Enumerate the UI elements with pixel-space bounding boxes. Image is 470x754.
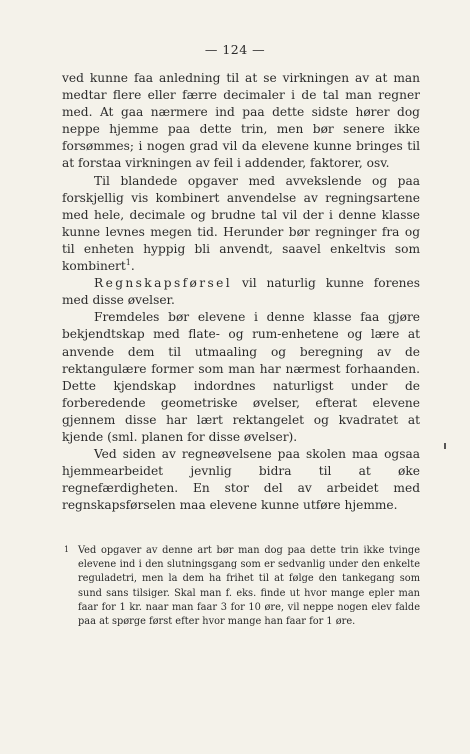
- paragraph-end-punct: .: [130, 259, 135, 274]
- paragraph-mixed-problems-text: Til blandede opgaver med avvekslende og paa forskjellig vis kombinert anvendelse av regningsartene med hele, decimale og brudne tal vil der i denne klasse kunne levnes megen tid. Herunder bør regninger fra og til enheten hyppig bli anvendt, saavel enkeltvis som kombinert: [62, 173, 420, 274]
- paragraph-mixed-problems: [62, 173, 420, 276]
- margin-mark: [444, 443, 446, 449]
- body-text: [62, 70, 420, 514]
- spaced-heading-word: Regnskapsførsel: [94, 276, 233, 291]
- paragraph-geometry: Fremdeles bør elevene i denne klasse faa gjøre bekjendtskap med flate- og rum-enhetene og lære at anvende dem til utmaaling og beregning av de rektangulære former som man har nærmest forhaanden. Dette kjendskap indordnes naturligst under de forberedende geometriske øvelser, efterat elevene gjennem disse har lært rektangelet og kvadratet at kjende (sml. planen for disse øvelser).: [62, 310, 420, 444]
- footnote-text: Ved opgaver av denne art bør man dog paa dette trin ikke tvinge elevene ind i den slutningsgang som er sedvanlig under den enkelte reguladetri, men la dem ha frihet til at følge den tankegang som sund sans tilsiger. Skal man f. eks. finde ut hvor mange epler man faar for 1 kr. naar man faar 3 for 10 øre, vil neppe nogen elev falde paa at spørge først efter hvor mange han faar for 1 øre.: [78, 545, 420, 628]
- footnote-reference: 1: [125, 257, 131, 267]
- footnote-number: 1: [64, 545, 70, 554]
- page-number: — 124 —: [204, 42, 266, 57]
- paragraph-homework: Ved siden av regneøvelsene paa skolen maa ogsaa hjemmearbeidet jevnlig bidra til at øke regnefærdigheten. En stor del av arbeidet med regnskapsførselen maa elevene kunne utføre hjemme.: [62, 447, 420, 513]
- paragraph-bookkeeping: [62, 275, 420, 309]
- paragraph-bookkeeping-text: vil naturlig kunne forenes med disse øvelser.: [62, 276, 420, 308]
- footnote: [64, 544, 420, 629]
- paragraph-continued: ved kunne faa anledning til at se virkningen av at man medtar flere eller færre decimaler i de tal man regner med. At gaa nærmere ind paa dette sidste hører dog neppe hjemme paa dette trin, men bør senere ikke forsømmes; i nogen grad vil da elevene kunne bringes til at forstaa virkningen av feil i addender, faktorer, osv.: [62, 71, 420, 171]
